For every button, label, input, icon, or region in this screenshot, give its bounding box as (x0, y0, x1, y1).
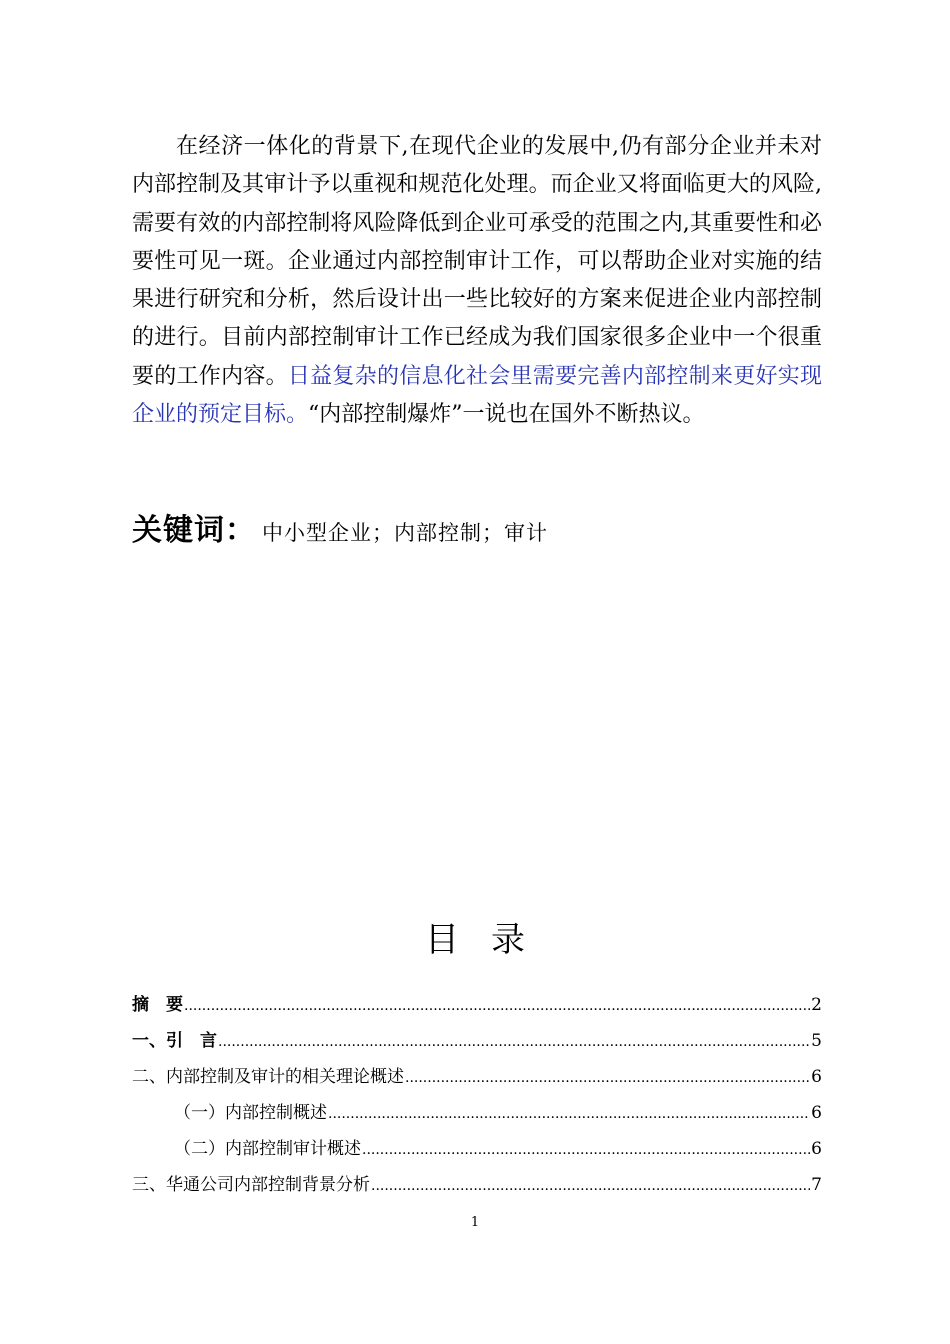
toc-entry-internal-control-audit-overview[interactable] (132, 1134, 822, 1170)
toc-entry-page: 7 (811, 1175, 822, 1195)
toc-entry-introduction[interactable] (132, 1026, 822, 1062)
abstract-text: 在经济一体化的背景下,在现代企业的发展中,仍有部分企业并未对内部控制及其审计予以重视和规范化处理。而企业又将面临更大的风险,需要有效的内部控制将风险降低到企业可承受的范围之内,其重要性和必要性可见一斑。企业通过内部控制审计工作，可以帮助企业对实施的结果进行研究和分析，然后设计出一些比较好的方案来促进企业内部控制的进行。目前内部控制审计工作已经成为我们国家很多企业中一个很重要的工作内容。 (132, 134, 822, 389)
toc-entry-label: 二、内部控制及审计的相关理论概述 (132, 1067, 404, 1087)
toc-entry-page: 2 (811, 995, 822, 1015)
toc-dot-leader (328, 1106, 810, 1122)
toc-entry-label: （一）内部控制概述 (174, 1103, 327, 1123)
abstract-highlighted-text: 日益复杂的信息化社会里需要完善内部控制来更好实现企业的预定目标。 (132, 363, 822, 428)
toc-entry-page: 6 (811, 1103, 822, 1123)
page-number: 1 (470, 1215, 480, 1230)
toc-title: 目录 (425, 920, 557, 960)
abstract-tail-text: “内部控制爆炸”一说也在国外不断热议。 (308, 402, 705, 428)
table-of-contents (132, 990, 822, 1206)
toc-entry-page: 5 (811, 1031, 822, 1051)
keywords-label: 关键词： (132, 513, 256, 548)
toc-entry-page: 6 (811, 1067, 822, 1087)
toc-entry-label: （二）内部控制审计概述 (174, 1139, 361, 1159)
keywords-line (132, 505, 548, 549)
toc-dot-leader (362, 1142, 810, 1158)
toc-dot-leader (184, 998, 810, 1014)
keywords-value: 中小型企业；内部控制；审计 (262, 521, 548, 545)
toc-entry-abstract[interactable] (132, 990, 822, 1026)
toc-entry-label: 一、引 言 (132, 1031, 217, 1051)
toc-entry-background-analysis[interactable] (132, 1170, 822, 1206)
toc-dot-leader (218, 1034, 810, 1050)
toc-entry-label: 三、华通公司内部控制背景分析 (132, 1175, 370, 1195)
abstract-paragraph (132, 128, 822, 434)
toc-entry-page: 6 (811, 1139, 822, 1159)
toc-entry-internal-control-overview[interactable] (132, 1098, 822, 1134)
toc-entry-theory-overview[interactable] (132, 1062, 822, 1098)
toc-entry-label: 摘 要 (132, 995, 183, 1015)
toc-dot-leader (371, 1178, 810, 1194)
toc-dot-leader (405, 1070, 810, 1086)
